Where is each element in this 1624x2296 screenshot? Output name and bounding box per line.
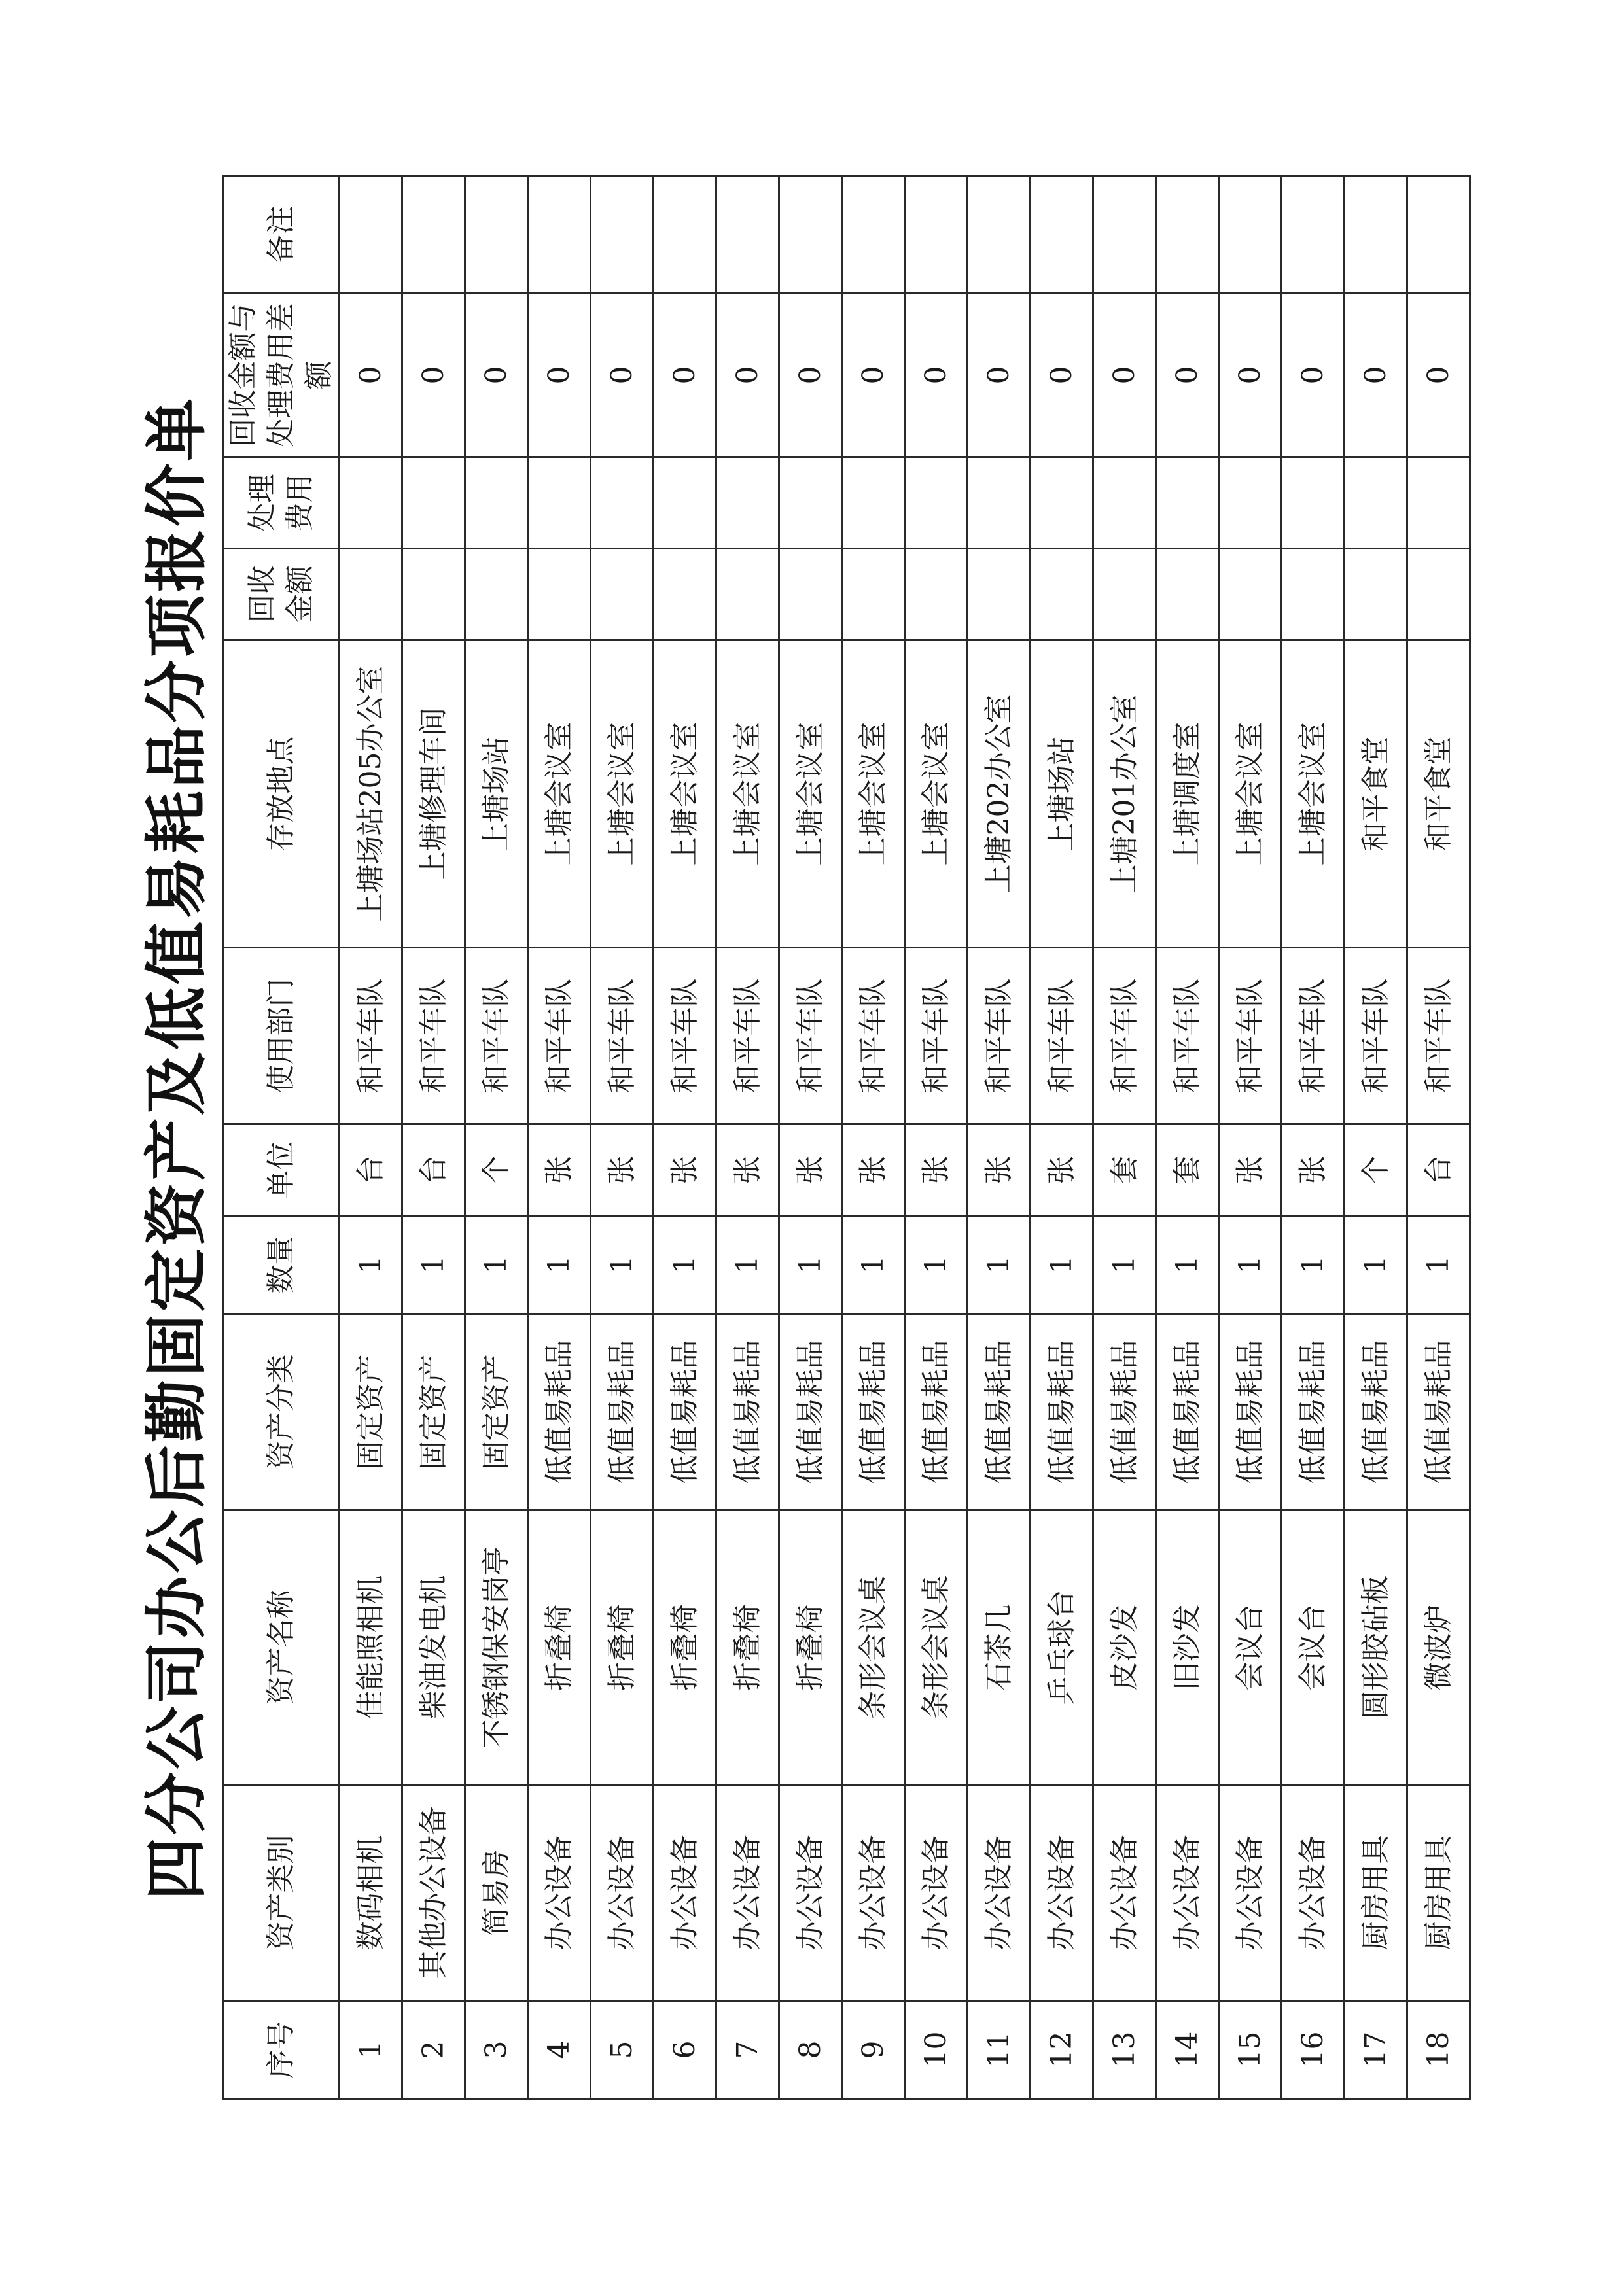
cell-quantity: 1 <box>465 1216 528 1314</box>
cell-asset-category: 办公设备 <box>905 1785 968 2001</box>
cell-seq: 10 <box>905 2001 968 2099</box>
cell-location: 上塘场站205办公室 <box>340 640 402 948</box>
cell-seq: 4 <box>528 2001 591 2099</box>
cell-unit: 台 <box>402 1124 465 1216</box>
cell-asset-class: 固定资产 <box>465 1314 528 1510</box>
cell-difference: 0 <box>465 294 528 457</box>
cell-remarks <box>1345 176 1407 294</box>
cell-quantity: 1 <box>591 1216 654 1314</box>
cell-asset-category: 办公设备 <box>591 1785 654 2001</box>
cell-unit: 张 <box>1282 1124 1345 1216</box>
cell-quantity: 1 <box>654 1216 716 1314</box>
cell-seq: 6 <box>654 2001 716 2099</box>
cell-asset-class: 固定资产 <box>340 1314 402 1510</box>
cell-disposal-fee <box>1219 457 1282 549</box>
cell-asset-class: 低值易耗品 <box>1093 1314 1156 1510</box>
cell-difference: 0 <box>905 294 968 457</box>
cell-difference: 0 <box>1031 294 1093 457</box>
cell-difference: 0 <box>1156 294 1219 457</box>
cell-difference: 0 <box>1345 294 1407 457</box>
cell-disposal-fee <box>465 457 528 549</box>
cell-unit: 张 <box>591 1124 654 1216</box>
cell-location: 上塘会议室 <box>1282 640 1345 948</box>
cell-remarks <box>905 176 968 294</box>
cell-disposal-fee <box>1407 457 1470 549</box>
table-row <box>528 176 591 2099</box>
cell-department: 和平车队 <box>1093 948 1156 1124</box>
cell-recovery-amount <box>1219 549 1282 640</box>
cell-unit: 套 <box>1156 1124 1219 1216</box>
cell-difference: 0 <box>340 294 402 457</box>
cell-remarks <box>716 176 779 294</box>
cell-recovery-amount <box>591 549 654 640</box>
cell-asset-category: 办公设备 <box>1219 1785 1282 2001</box>
cell-seq: 9 <box>842 2001 905 2099</box>
header-seq: 序号 <box>224 2001 340 2099</box>
cell-remarks <box>465 176 528 294</box>
cell-recovery-amount <box>779 549 842 640</box>
cell-disposal-fee <box>1345 457 1407 549</box>
cell-asset-class: 低值易耗品 <box>716 1314 779 1510</box>
cell-unit: 张 <box>654 1124 716 1216</box>
cell-difference: 0 <box>1219 294 1282 457</box>
cell-disposal-fee <box>340 457 402 549</box>
cell-quantity: 1 <box>1282 1216 1345 1314</box>
cell-quantity: 1 <box>779 1216 842 1314</box>
cell-remarks <box>654 176 716 294</box>
cell-seq: 5 <box>591 2001 654 2099</box>
cell-asset-name: 折叠椅 <box>591 1510 654 1785</box>
cell-asset-name: 折叠椅 <box>654 1510 716 1785</box>
cell-seq: 18 <box>1407 2001 1470 2099</box>
table-row <box>716 176 779 2099</box>
cell-asset-name: 石茶几 <box>968 1510 1031 1785</box>
cell-difference: 0 <box>1282 294 1345 457</box>
document-title: 四分公司办公后勤固定资产及低值易耗品分项报价单 <box>140 396 213 1900</box>
table-row <box>842 176 905 2099</box>
cell-quantity: 1 <box>1093 1216 1156 1314</box>
cell-asset-class: 低值易耗品 <box>591 1314 654 1510</box>
cell-asset-name: 折叠椅 <box>779 1510 842 1785</box>
table-row <box>1219 176 1282 2099</box>
cell-asset-category: 办公设备 <box>716 1785 779 2001</box>
cell-department: 和平车队 <box>591 948 654 1124</box>
cell-difference: 0 <box>528 294 591 457</box>
cell-asset-name: 圆形胶砧板 <box>1345 1510 1407 1785</box>
cell-recovery-amount <box>340 549 402 640</box>
cell-disposal-fee <box>1156 457 1219 549</box>
table-row <box>1031 176 1093 2099</box>
cell-difference: 0 <box>402 294 465 457</box>
cell-asset-category: 办公设备 <box>1282 1785 1345 2001</box>
header-asset-name: 资产名称 <box>224 1510 340 1785</box>
cell-location: 上塘会议室 <box>905 640 968 948</box>
cell-disposal-fee <box>968 457 1031 549</box>
cell-asset-class: 低值易耗品 <box>779 1314 842 1510</box>
header-remarks: 备注 <box>224 176 340 294</box>
cell-quantity: 1 <box>842 1216 905 1314</box>
cell-seq: 7 <box>716 2001 779 2099</box>
cell-unit: 张 <box>528 1124 591 1216</box>
cell-location: 上塘会议室 <box>591 640 654 948</box>
cell-department: 和平车队 <box>905 948 968 1124</box>
cell-asset-class: 低值易耗品 <box>842 1314 905 1510</box>
cell-quantity: 1 <box>1407 1216 1470 1314</box>
cell-recovery-amount <box>1345 549 1407 640</box>
cell-remarks <box>340 176 402 294</box>
cell-unit: 张 <box>716 1124 779 1216</box>
cell-recovery-amount <box>465 549 528 640</box>
cell-remarks <box>1282 176 1345 294</box>
cell-difference: 0 <box>842 294 905 457</box>
cell-disposal-fee <box>779 457 842 549</box>
cell-quantity: 1 <box>1031 1216 1093 1314</box>
cell-asset-class: 低值易耗品 <box>654 1314 716 1510</box>
cell-unit: 张 <box>842 1124 905 1216</box>
cell-asset-name: 条形会议桌 <box>842 1510 905 1785</box>
cell-remarks <box>779 176 842 294</box>
cell-asset-class: 低值易耗品 <box>1219 1314 1282 1510</box>
cell-location: 上塘会议室 <box>716 640 779 948</box>
cell-remarks <box>1407 176 1470 294</box>
table-row <box>591 176 654 2099</box>
cell-asset-name: 旧沙发 <box>1156 1510 1219 1785</box>
cell-quantity: 1 <box>905 1216 968 1314</box>
cell-unit: 个 <box>1345 1124 1407 1216</box>
cell-quantity: 1 <box>968 1216 1031 1314</box>
cell-seq: 11 <box>968 2001 1031 2099</box>
cell-asset-name: 折叠椅 <box>528 1510 591 1785</box>
cell-asset-class: 低值易耗品 <box>905 1314 968 1510</box>
table-row <box>402 176 465 2099</box>
cell-remarks <box>1031 176 1093 294</box>
cell-asset-name: 折叠椅 <box>716 1510 779 1785</box>
cell-asset-class: 低值易耗品 <box>1282 1314 1345 1510</box>
header-unit: 单位 <box>224 1124 340 1216</box>
cell-location: 上塘会议室 <box>1219 640 1282 948</box>
cell-department: 和平车队 <box>716 948 779 1124</box>
cell-unit: 台 <box>340 1124 402 1216</box>
table-row <box>1345 176 1407 2099</box>
cell-quantity: 1 <box>402 1216 465 1314</box>
cell-difference: 0 <box>779 294 842 457</box>
cell-department: 和平车队 <box>1345 948 1407 1124</box>
header-asset-category: 资产类别 <box>224 1785 340 2001</box>
cell-department: 和平车队 <box>654 948 716 1124</box>
cell-department: 和平车队 <box>340 948 402 1124</box>
cell-seq: 14 <box>1156 2001 1219 2099</box>
cell-recovery-amount <box>1031 549 1093 640</box>
cell-location: 上塘会议室 <box>654 640 716 948</box>
cell-quantity: 1 <box>716 1216 779 1314</box>
cell-difference: 0 <box>654 294 716 457</box>
cell-department: 和平车队 <box>465 948 528 1124</box>
cell-asset-name: 乒乓球台 <box>1031 1510 1093 1785</box>
header-location: 存放地点 <box>224 640 340 948</box>
cell-recovery-amount <box>716 549 779 640</box>
cell-location: 上塘会议室 <box>842 640 905 948</box>
cell-quantity: 1 <box>340 1216 402 1314</box>
cell-asset-category: 办公设备 <box>1156 1785 1219 2001</box>
cell-unit: 张 <box>968 1124 1031 1216</box>
cell-location: 和平食堂 <box>1345 640 1407 948</box>
cell-asset-class: 低值易耗品 <box>968 1314 1031 1510</box>
cell-recovery-amount <box>968 549 1031 640</box>
cell-difference: 0 <box>716 294 779 457</box>
cell-seq: 16 <box>1282 2001 1345 2099</box>
cell-department: 和平车队 <box>1407 948 1470 1124</box>
cell-quantity: 1 <box>528 1216 591 1314</box>
cell-recovery-amount <box>1156 549 1219 640</box>
cell-remarks <box>968 176 1031 294</box>
table-row <box>905 176 968 2099</box>
table-row <box>465 176 528 2099</box>
cell-remarks <box>842 176 905 294</box>
cell-disposal-fee <box>1031 457 1093 549</box>
cell-asset-category: 办公设备 <box>1093 1785 1156 2001</box>
cell-asset-name: 柴油发电机 <box>402 1510 465 1785</box>
cell-quantity: 1 <box>1219 1216 1282 1314</box>
cell-remarks <box>1093 176 1156 294</box>
cell-asset-class: 低值易耗品 <box>1345 1314 1407 1510</box>
header-difference: 回收金额与处理费用差额 <box>224 294 340 457</box>
cell-disposal-fee <box>591 457 654 549</box>
cell-seq: 8 <box>779 2001 842 2099</box>
table-row <box>1156 176 1219 2099</box>
table-row <box>779 176 842 2099</box>
table-row <box>1282 176 1345 2099</box>
cell-disposal-fee <box>1093 457 1156 549</box>
cell-recovery-amount <box>1407 549 1470 640</box>
header-disposal-fee: 处理费用 <box>224 457 340 549</box>
cell-department: 和平车队 <box>779 948 842 1124</box>
cell-asset-category: 办公设备 <box>968 1785 1031 2001</box>
cell-location: 上塘201办公室 <box>1093 640 1156 948</box>
cell-remarks <box>1156 176 1219 294</box>
cell-department: 和平车队 <box>402 948 465 1124</box>
table-row <box>1407 176 1470 2099</box>
cell-remarks <box>402 176 465 294</box>
cell-recovery-amount <box>842 549 905 640</box>
cell-department: 和平车队 <box>1031 948 1093 1124</box>
cell-location: 和平食堂 <box>1407 640 1470 948</box>
cell-asset-category: 办公设备 <box>654 1785 716 2001</box>
cell-asset-category: 办公设备 <box>842 1785 905 2001</box>
cell-asset-category: 办公设备 <box>1031 1785 1093 2001</box>
cell-recovery-amount <box>402 549 465 640</box>
cell-location: 上塘场站 <box>1031 640 1093 948</box>
asset-quote-table <box>222 175 1471 2100</box>
cell-unit: 套 <box>1093 1124 1156 1216</box>
cell-department: 和平车队 <box>1219 948 1282 1124</box>
cell-asset-name: 条形会议桌 <box>905 1510 968 1785</box>
cell-unit: 张 <box>1031 1124 1093 1216</box>
cell-asset-class: 低值易耗品 <box>1031 1314 1093 1510</box>
cell-asset-class: 固定资产 <box>402 1314 465 1510</box>
cell-seq: 13 <box>1093 2001 1156 2099</box>
cell-location: 上塘调度室 <box>1156 640 1219 948</box>
table-row <box>340 176 402 2099</box>
table-body <box>340 176 1470 2099</box>
cell-recovery-amount <box>1282 549 1345 640</box>
header-quantity: 数量 <box>224 1216 340 1314</box>
cell-asset-name: 不锈钢保安岗亭 <box>465 1510 528 1785</box>
table-header-row <box>224 176 340 2099</box>
cell-department: 和平车队 <box>842 948 905 1124</box>
cell-disposal-fee <box>842 457 905 549</box>
cell-asset-category: 办公设备 <box>779 1785 842 2001</box>
cell-asset-class: 低值易耗品 <box>528 1314 591 1510</box>
cell-unit: 个 <box>465 1124 528 1216</box>
cell-location: 上塘场站 <box>465 640 528 948</box>
cell-asset-name: 会议台 <box>1282 1510 1345 1785</box>
cell-location: 上塘会议室 <box>528 640 591 948</box>
cell-asset-name: 微波炉 <box>1407 1510 1470 1785</box>
cell-disposal-fee <box>654 457 716 549</box>
cell-unit: 台 <box>1407 1124 1470 1216</box>
cell-department: 和平车队 <box>1282 948 1345 1124</box>
cell-seq: 1 <box>340 2001 402 2099</box>
cell-asset-name: 会议台 <box>1219 1510 1282 1785</box>
cell-recovery-amount <box>528 549 591 640</box>
cell-seq: 15 <box>1219 2001 1282 2099</box>
cell-department: 和平车队 <box>1156 948 1219 1124</box>
table-row <box>1093 176 1156 2099</box>
cell-department: 和平车队 <box>968 948 1031 1124</box>
cell-remarks <box>591 176 654 294</box>
cell-asset-class: 低值易耗品 <box>1156 1314 1219 1510</box>
cell-seq: 3 <box>465 2001 528 2099</box>
cell-seq: 2 <box>402 2001 465 2099</box>
header-department: 使用部门 <box>224 948 340 1124</box>
cell-asset-category: 厨房用具 <box>1407 1785 1470 2001</box>
cell-asset-category: 简易房 <box>465 1785 528 2001</box>
cell-asset-category: 数码相机 <box>340 1785 402 2001</box>
cell-difference: 0 <box>1407 294 1470 457</box>
table-row <box>968 176 1031 2099</box>
cell-seq: 12 <box>1031 2001 1093 2099</box>
cell-asset-name: 佳能照相机 <box>340 1510 402 1785</box>
cell-location: 上塘修理车间 <box>402 640 465 948</box>
cell-recovery-amount <box>1093 549 1156 640</box>
cell-seq: 17 <box>1345 2001 1407 2099</box>
cell-asset-category: 厨房用具 <box>1345 1785 1407 2001</box>
cell-department: 和平车队 <box>528 948 591 1124</box>
cell-remarks <box>528 176 591 294</box>
cell-asset-category: 办公设备 <box>528 1785 591 2001</box>
cell-disposal-fee <box>716 457 779 549</box>
cell-difference: 0 <box>968 294 1031 457</box>
cell-quantity: 1 <box>1156 1216 1219 1314</box>
header-asset-class: 资产分类 <box>224 1314 340 1510</box>
cell-asset-class: 低值易耗品 <box>1407 1314 1470 1510</box>
cell-remarks <box>1219 176 1282 294</box>
cell-disposal-fee <box>1282 457 1345 549</box>
cell-recovery-amount <box>654 549 716 640</box>
cell-unit: 张 <box>1219 1124 1282 1216</box>
table-row <box>654 176 716 2099</box>
cell-recovery-amount <box>905 549 968 640</box>
cell-location: 上塘202办公室 <box>968 640 1031 948</box>
cell-disposal-fee <box>905 457 968 549</box>
header-recovery-amount: 回收金额 <box>224 549 340 640</box>
cell-difference: 0 <box>1093 294 1156 457</box>
cell-asset-category: 其他办公设备 <box>402 1785 465 2001</box>
cell-location: 上塘会议室 <box>779 640 842 948</box>
cell-disposal-fee <box>528 457 591 549</box>
cell-difference: 0 <box>591 294 654 457</box>
cell-quantity: 1 <box>1345 1216 1407 1314</box>
cell-unit: 张 <box>905 1124 968 1216</box>
cell-asset-name: 皮沙发 <box>1093 1510 1156 1785</box>
cell-disposal-fee <box>402 457 465 549</box>
cell-unit: 张 <box>779 1124 842 1216</box>
